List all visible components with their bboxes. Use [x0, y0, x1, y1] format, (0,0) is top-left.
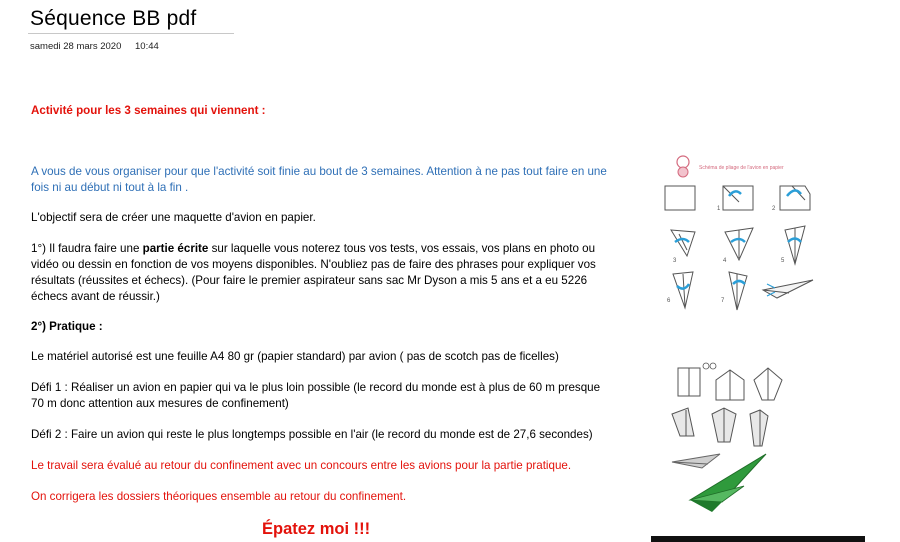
challenge2-paragraph: Défi 2 : Faire un avion qui reste le plus longtemps possible en l'air (le record du monde est de 27,6 secondes): [31, 428, 593, 441]
step-label: 2: [772, 206, 776, 212]
step-3: [671, 230, 695, 264]
page-meta: [30, 41, 159, 52]
step-7: [721, 272, 747, 310]
page-title: Séquence BB pdf: [30, 7, 197, 30]
part2-heading: 2°) Pratique :: [31, 320, 103, 333]
intro-paragraph: A vous de vous organiser pour que l'activité soit finie au bout de 3 semaines. Attention à ne pas tout faire en une fois ni au début ni tout à la fin .: [31, 165, 607, 194]
part1-paragraph: [31, 241, 611, 305]
fold-steps-row-1: [678, 363, 782, 400]
evaluation-paragraph: Le travail sera évalué au retour du confinement avec un concours entre les avions pour la partie pratique.: [31, 459, 572, 472]
activity-heading: Activité pour les 3 semaines qui viennent :: [31, 104, 266, 117]
figure-mascot-icon: [677, 156, 689, 177]
step-5: [781, 226, 805, 264]
gray-plane-icon: [672, 454, 720, 468]
step-6: [667, 272, 693, 308]
step-1: [717, 186, 753, 212]
finished-plane-icon: [763, 280, 813, 298]
step-label: 4: [723, 258, 727, 264]
step-label: 3: [673, 258, 677, 264]
folding-diagram-figure: [655, 150, 820, 315]
part1-rest: sur laquelle vous noterez tous vos tests, vos essais, vos plans en photo ou vidéo ou dessin en fonction de vos moyens disponibles. N'oubliez pas de faire des phrases pour expliquer vos résultats (réussites et échecs). (Pour faire le premier aspirateur sans sac Mr Dyson a mis 5 ans et a eu 5226 échecs avant de réussir.): [31, 242, 596, 303]
step-4: [723, 228, 753, 264]
step-2: [772, 186, 810, 212]
step-label: 1: [717, 206, 721, 212]
challenge1-paragraph: Défi 1 : Réaliser un avion en papier qui va le plus loin possible (le record du monde est à plus de 60 m presque 70 m donc attention aux mesures de confinement): [31, 381, 601, 410]
figure-bottom-bar: [651, 536, 865, 542]
title-underline: [28, 33, 234, 34]
step-label: 6: [667, 298, 671, 304]
page-date: samedi 28 mars 2020: [30, 41, 122, 52]
fold-steps-row-2: [672, 408, 768, 446]
objective-paragraph: L'objectif sera de créer une maquette d'avion en papier.: [31, 211, 316, 224]
paper-plane-figure: [650, 350, 815, 520]
materials-paragraph: Le matériel autorisé est une feuille A4 80 gr (papier standard) par avion ( pas de scotch pas de ficelles): [31, 350, 559, 363]
closing-exclamation: Épatez moi !!!: [262, 520, 371, 538]
part1-bold: partie écrite: [142, 242, 209, 255]
step-label: 5: [781, 258, 785, 264]
correction-paragraph: On corrigera les dossiers théoriques ensemble au retour du confinement.: [31, 490, 407, 503]
page-time: 10:44: [135, 41, 159, 52]
step-sheet: [665, 186, 695, 210]
part1-prefix: 1°) Il faudra faire une: [31, 242, 143, 255]
figure-caption: Schéma de pliage de l'avion en papier: [699, 165, 784, 171]
step-label: 7: [721, 298, 725, 304]
